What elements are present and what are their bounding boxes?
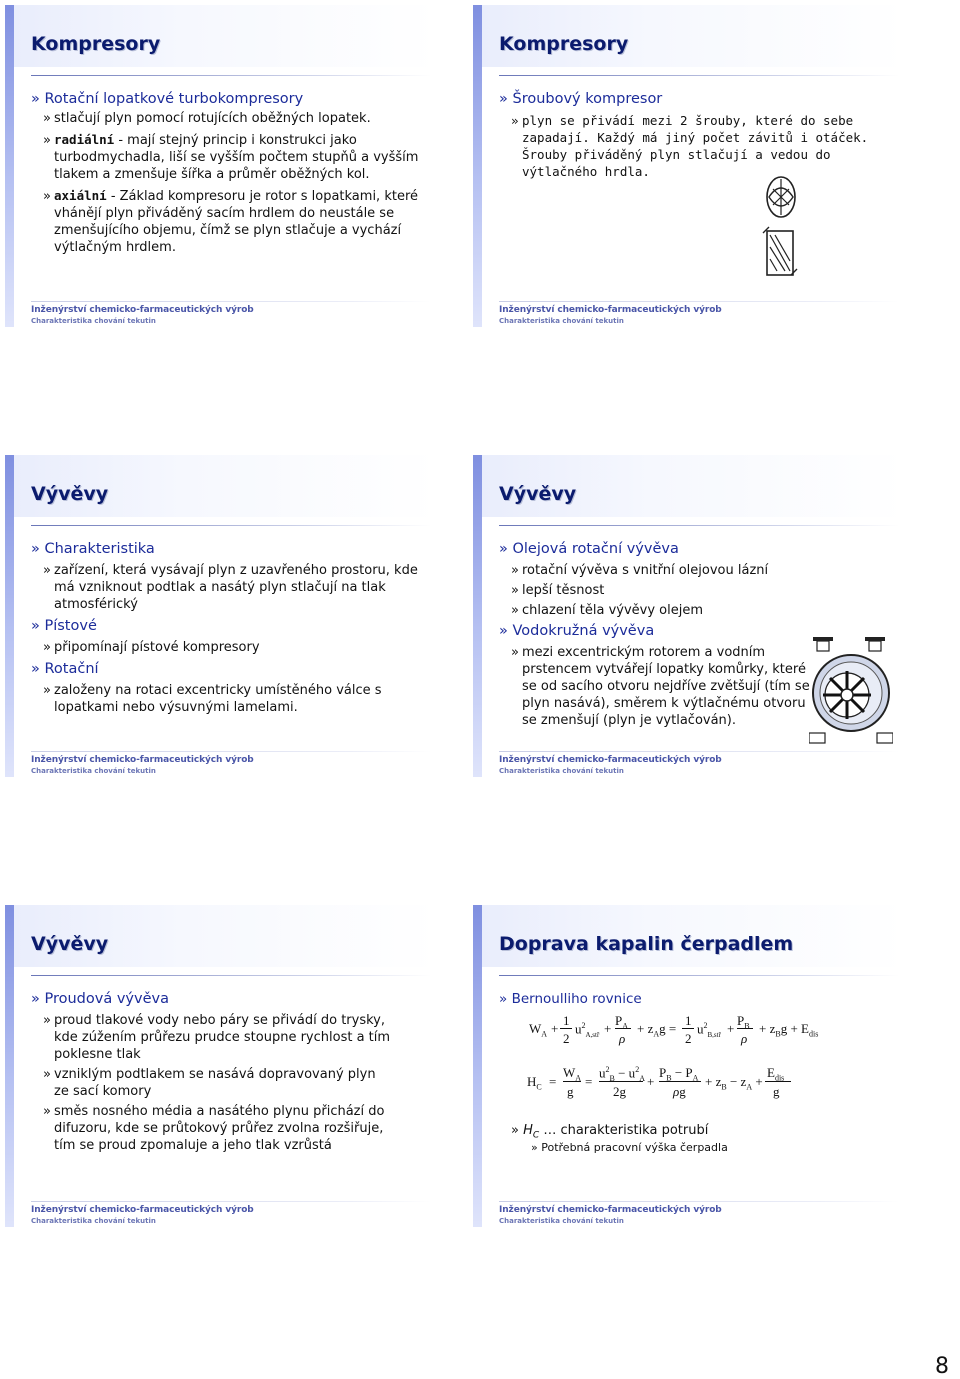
slide-vyvevy-1: Vývěvy » Charakteristika » zařízení, která vysávají plyn z uzavřeného prostoru, kde má vzniknout podtlak a nasátý plyn stlačují na tlak atmosférický » Pístové » připomínají pístové kompresory » Rotační » založeny na rotaci excentricky umístěného válce s lopatkami nebo výsuvnými lamelami. Inženýrství chemicko-farmaceutických výrob Charakteristika chování tekutin (5, 455, 437, 777)
section-heading: Charakteristika (44, 541, 155, 557)
slide-title: Vývěvy (499, 483, 577, 505)
slide-vyvevy-3: Vývěvy » Proudová vývěva » proud tlakové vody nebo páry se přivádí do trysky, kde zúžením průřezu prudce stoupne rychlost a tím poklesne tlak » vzniklým podtlakem se nasává dopravovaný plyn ze sací komory » směs nosného média a nasátého plynu přichází do difuzoru, kde se průtokový průřez zvolna rozšiřuje, tím se proud zpomaluje a jeho tlak vzrůstá Inženýrství chemicko-farmaceutických výrob Charakteristika chování tekutin (5, 905, 437, 1227)
slide-title: Kompresory (31, 33, 161, 55)
slide-kompresory-2: Kompresory » Šroubový kompresor » plyn se přivádí mezi 2 šrouby, které do sebe zapadají. Každý má jiný počet závitů i otáček. Šrouby přiváděný plyn stlačují a vedou do výtlačného hrdla. Inženýrství chemicko-farmaceutických výrob Charakteristika chování tekutin (473, 5, 905, 327)
section-heading: Rotační lopatkové turbokompresory (44, 91, 304, 107)
slide-content: » Rotační lopatkové turbokompresory » stlačují plyn pomocí rotujících oběžných lopatek. » radiální - mají stejný princip i konstrukci jako turbodmychadla, liší se vyšším počtem stupňů a vyšším tlakem a zmenšuje šířka a průměr oběžných kol. » axiální - Základ kompresoru je rotor s lopatkami, které vhánějí plyn přiváděný sacím hrdlem do neustále se zmenšujícího objemu, čímž se plyn stlačuje a vychází výtlačným hrdlem. (31, 91, 419, 255)
slide-content: » Šroubový kompresor » plyn se přivádí mezi 2 šrouby, které do sebe zapadají. Každý má jiný počet závitů i otáček. Šrouby přiváděný plyn stlačují a vedou do výtlačného hrdla. (499, 91, 869, 179)
liquid-ring-pump-icon (809, 635, 893, 753)
slide-content: » Proudová vývěva » proud tlakové vody nebo páry se přivádí do trysky, kde zúžením průřezu prudce stoupne rychlost a tím poklesne tlak » vzniklým podtlakem se nasává dopravovaný plyn ze sací komory » směs nosného média a nasátého plynu přichází do difuzoru, kde se průtokový průřez zvolna rozšiřuje, tím se proud zpomaluje a jeho tlak vzrůstá (31, 991, 391, 1153)
section-heading: Šroubový kompresor (512, 91, 663, 107)
characteristic-line: » $H_C$ … charakteristika potrubí (511, 1123, 709, 1141)
slide-doprava-kapalin: Doprava kapalin čerpadlem » Bernoulliho rovnice $W_A$ + 1 2 $u^2_{A,stř}$ + $P_A$ ρ + $z_Ag$ = 1 2 $u^2_{B,stř}$ + $P_B$ ρ + $z_Bg + E_{dis}$ $H_C$ = $W_A$ g = $u^2_B - u^2_A$ 2g + $P_B - P_A$ ρg + $z_B - z_A$ + $E_{dis}$ g » $H_C$ … charakteristika potrubí » Potřebná pracovní výška čerpadla Inženýrství chemicko-farmaceutických výrob Charakteristika chování tekutin (473, 905, 905, 1227)
slide-title: Vývěvy (31, 933, 109, 955)
title-divider (31, 75, 431, 76)
slide-accent-bar (5, 5, 14, 327)
slide-content: » Charakteristika » zařízení, která vysávají plyn z uzavřeného prostoru, kde má vzniknout podtlak a nasátý plyn stlačují na tlak atmosférický » Pístové » připomínají pístové kompresory » Rotační » založeny na rotaci excentricky umístěného válce s lopatkami nebo výsuvnými lamelami. (31, 541, 418, 715)
slide-kompresory-1 (5, 5, 437, 327)
bullet-text: - Základ kompresoru je rotor s lopatkami, které vhánějí plyn přiváděný sacím hrdlem do neustále se zmenšujícího objemu, čímž se plyn stlačuje a vychází výtlačným hrdlem. (54, 189, 418, 255)
bernoulli-equation: $W_A$ + 1 2 $u^2_{A,stř}$ + $P_A$ ρ + $z_Ag$ = 1 2 $u^2_{B,stř}$ + $P_B$ ρ + $z_Bg + E_{dis}$ (529, 1013, 819, 1046)
slide-content: » Olejová rotační vývěva » rotační vývěva s vnitřní olejovou lázní » lepší těsnost » chlazení těla vývěvy olejem » Vodokružná vývěva » mezi excentrickým rotorem a vodním prstencem vytvářejí lopatky komůrky, které se od sacího otvoru nejdříve zvětšují (tím se plyn nasává), směrem k výtlačnému otvoru se zmenšují (plyn je vytlačován). (499, 541, 810, 728)
screw-compressor-icon (761, 175, 801, 279)
term-radial: radiální (54, 132, 115, 147)
term-axial: axiální (54, 188, 107, 203)
section-heading: Proudová vývěva (44, 991, 169, 1007)
slide-content: » Bernoulliho rovnice (499, 991, 642, 1007)
section-heading: Bernoulliho rovnice (511, 991, 642, 1007)
section-heading: Pístové (44, 618, 97, 634)
subbullet: » Potřebná pracovní výška čerpadla (531, 1141, 728, 1154)
slide-vyvevy-2: Vývěvy » Olejová rotační vývěva » rotační vývěva s vnitřní olejovou lázní » lepší těsnost » chlazení těla vývěvy olejem » Vodokružná vývěva » mezi excentrickým rotorem a vodním prstencem vytvářejí lopatky komůrky, které se od sacího otvoru nejdříve zvětšují (tím se plyn nasává), směrem k výtlačnému otvoru se zmenšují (plyn je vytlačován). Inženýrství chemicko-farmaceutických výrob Charakteristika chování tekutin (473, 455, 905, 777)
footer-topic: Charakteristika chování tekutin (31, 317, 156, 325)
footer-course: Inženýrství chemicko-farmaceutických výrob (31, 305, 254, 315)
section-heading: Olejová rotační vývěva (512, 541, 679, 557)
section-heading: Vodokružná vývěva (512, 623, 655, 639)
slide-title: Doprava kapalin čerpadlem (499, 933, 794, 955)
bullet-text: plyn se přivádí mezi 2 šrouby, které do sebe zapadají. Každý má jiný počet závitů i otáček. Šrouby přiváděný plyn stlačují a vedou do výtlačného hrdla. (522, 113, 869, 179)
bullet-text: - mají stejný princip i konstrukci jako turbodmychadla, liší se vyšším počtem stupňů a vyšším tlakem a zmenšuje šířka a průměr oběžných kol. (54, 133, 419, 182)
slide-title: Vývěvy (31, 483, 109, 505)
section-heading: Rotační (44, 661, 99, 677)
pump-head-equation: $H_C$ = $W_A$ g = $u^2_B - u^2_A$ 2g + $P_B - P_A$ ρg + $z_B - z_A$ + $E_{dis}$ g (527, 1065, 887, 1105)
bullet-text: stlačují plyn pomocí rotujících oběžných lopatek. (54, 111, 371, 126)
page-number: 8 (935, 1354, 949, 1379)
slide-title: Kompresory (499, 33, 629, 55)
